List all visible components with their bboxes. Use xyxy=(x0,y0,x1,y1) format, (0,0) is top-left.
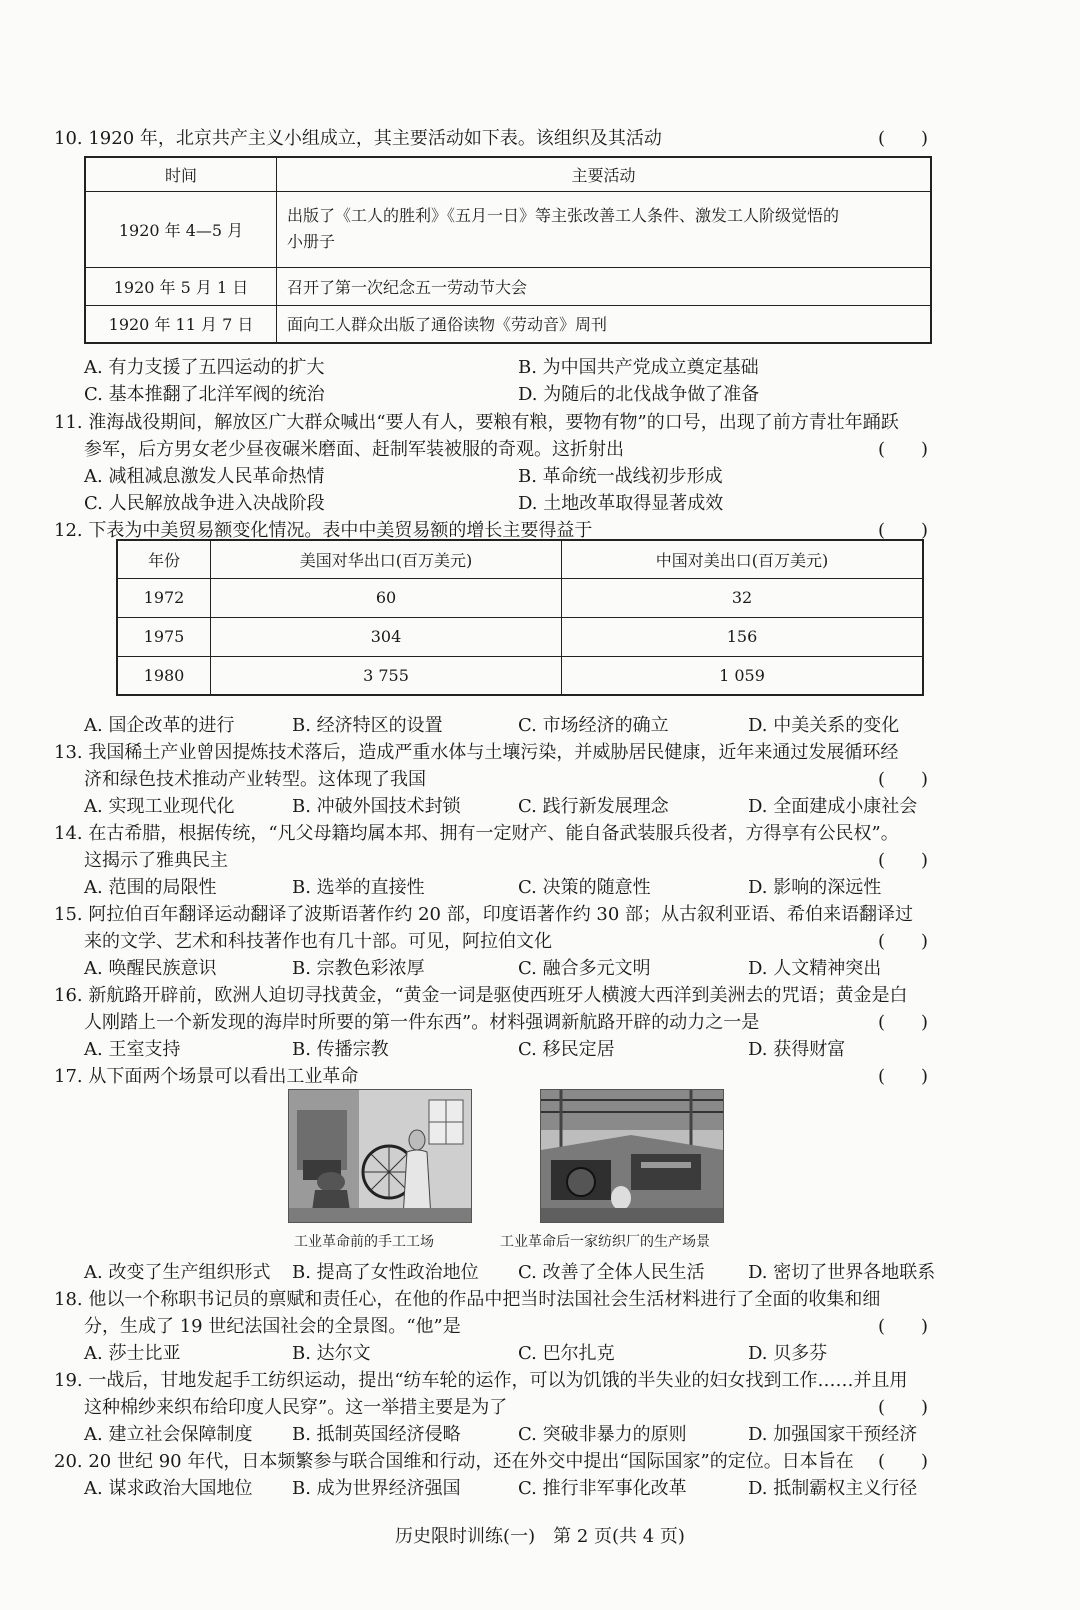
q14-stem-line2: 这揭示了雅典民主 xyxy=(84,850,228,871)
q10-header-time: 时间 xyxy=(85,157,277,191)
q10-stem: 10. 1920 年，北京共产主义小组成立，其主要活动如下表。该组织及其活动 xyxy=(54,128,662,149)
q12-cell-cn: 1 059 xyxy=(562,656,924,695)
q19-stem-line1: 19. 一战后，甘地发起手工纺织运动，提出“纺车轮的运作，可以为饥饿的半失业的妇女找到工作……并且用 xyxy=(54,1370,908,1391)
q12-option-d: D. 中美关系的变化 xyxy=(748,715,900,736)
q13-option-b: B. 冲破外国技术封锁 xyxy=(292,796,461,817)
textile-factory-scene-image xyxy=(541,1090,723,1222)
q11-option-c: C. 人民解放战争进入决战阶段 xyxy=(84,493,325,514)
q15-option-c: C. 融合多元文明 xyxy=(518,958,651,979)
q12-cell-us: 304 xyxy=(211,617,562,656)
q10-row1-time: 1920 年 4—5 月 xyxy=(85,191,277,267)
q16-answer-blank: ( ) xyxy=(877,1012,928,1033)
q17-caption-left: 工业革命前的手工工场 xyxy=(294,1234,434,1250)
q11-answer-blank: ( ) xyxy=(877,439,928,460)
q12-answer-blank: ( ) xyxy=(877,520,928,541)
q14-answer-blank: ( ) xyxy=(877,850,928,871)
q18-stem-line1: 18. 他以一个称职书记员的禀赋和责任心，在他的作品中把当时法国社会生活材料进行了全面的收集和细 xyxy=(54,1289,881,1310)
q20-option-c: C. 推行非军事化改革 xyxy=(518,1478,687,1499)
q16-stem-line2: 人刚踏上一个新发现的海岸时所要的第一件东西”。材料强调新航路开辟的动力之一是 xyxy=(84,1012,760,1033)
q16-option-a: A. 王室支持 xyxy=(84,1039,181,1060)
factory-illustration xyxy=(540,1089,724,1223)
q16-option-b: B. 传播宗教 xyxy=(292,1039,389,1060)
q12-cell-cn: 156 xyxy=(562,617,924,656)
q12-cell-us: 3 755 xyxy=(211,656,562,695)
q10-option-c: C. 基本推翻了北洋军阀的统治 xyxy=(84,384,325,405)
q18-option-a: A. 莎士比亚 xyxy=(84,1343,181,1364)
q14-option-a: A. 范围的局限性 xyxy=(84,877,217,898)
q17-caption-right: 工业革命后一家纺织厂的生产场景 xyxy=(500,1234,710,1250)
q20-option-d: D. 抵制霸权主义行径 xyxy=(748,1478,918,1499)
q14-stem-line1: 14. 在古希腊，根据传统，“凡父母籍均属本邦、拥有一定财产、能自备武装服兵役者，方得享有公民权”。 xyxy=(54,823,899,844)
q13-answer-blank: ( ) xyxy=(877,769,928,790)
q10-table xyxy=(84,156,932,344)
q20-option-a: A. 谋求政治大国地位 xyxy=(84,1478,253,1499)
q11-stem-line2: 参军，后方男女老少昼夜碾米磨面、赶制军装被服的奇观。这折射出 xyxy=(84,439,624,460)
q13-stem-line2: 济和绿色技术推动产业转型。这体现了我国 xyxy=(84,769,426,790)
q10-row1-activity-line1: 出版了《工人的胜利》《五月一日》等主张改善工人条件、激发工人阶级觉悟的 xyxy=(287,206,840,225)
q10-option-d: D. 为随后的北伐战争做了准备 xyxy=(518,384,760,405)
q12-cell-cn: 32 xyxy=(562,578,924,617)
q11-option-a: A. 减租减息激发人民革命热情 xyxy=(84,466,325,487)
q18-option-c: C. 巴尔扎克 xyxy=(518,1343,615,1364)
q12-cell-year: 1975 xyxy=(117,617,211,656)
workshop-illustration xyxy=(288,1089,472,1223)
spinning-wheel-scene-image xyxy=(289,1090,471,1222)
q17-stem: 17. 从下面两个场景可以看出工业革命 xyxy=(54,1066,359,1087)
q12-stem: 12. 下表为中美贸易额变化情况。表中中美贸易额的增长主要得益于 xyxy=(54,520,593,541)
q19-option-a: A. 建立社会保障制度 xyxy=(84,1424,253,1445)
q20-stem: 20. 20 世纪 90 年代，日本频繁参与联合国维和行动，还在外交中提出“国际国家”的定位。日本旨在 xyxy=(54,1451,854,1472)
q16-stem-line1: 16. 新航路开辟前，欧洲人迫切寻找黄金，“黄金一词是驱使西班牙人横渡大西洋到美洲去的咒语；黄金是白 xyxy=(54,985,908,1006)
q12-option-a: A. 国企改革的进行 xyxy=(84,715,235,736)
q12-header-us-export: 美国对华出口(百万美元) xyxy=(211,540,562,578)
q11-stem-line1: 11. 淮海战役期间，解放区广大群众喊出“要人有人，要粮有粮，要物有物”的口号，出现了前方青壮年踊跃 xyxy=(54,412,899,433)
q12-cell-us: 60 xyxy=(211,578,562,617)
q10-row2-activity: 召开了第一次纪念五一劳动节大会 xyxy=(277,267,932,305)
q19-stem-line2: 这种棉纱来织布给印度人民穿”。这一举措主要是为了 xyxy=(84,1397,508,1418)
q19-option-c: C. 突破非暴力的原则 xyxy=(518,1424,687,1445)
q12-cell-year: 1972 xyxy=(117,578,211,617)
q14-option-c: C. 决策的随意性 xyxy=(518,877,651,898)
q20-answer-blank: ( ) xyxy=(877,1451,928,1472)
q12-table xyxy=(116,539,924,696)
q19-answer-blank: ( ) xyxy=(877,1397,928,1418)
q14-option-b: B. 选举的直接性 xyxy=(292,877,425,898)
q13-option-d: D. 全面建成小康社会 xyxy=(748,796,918,817)
q13-option-c: C. 践行新发展理念 xyxy=(518,796,669,817)
q18-option-d: D. 贝多芬 xyxy=(748,1343,828,1364)
q10-answer-blank: ( ) xyxy=(877,128,928,149)
q12-header-cn-export: 中国对美出口(百万美元) xyxy=(562,540,924,578)
q11-option-b: B. 革命统一战线初步形成 xyxy=(518,466,723,487)
q14-option-d: D. 影响的深远性 xyxy=(748,877,882,898)
q19-option-d: D. 加强国家干预经济 xyxy=(748,1424,918,1445)
q16-option-c: C. 移民定居 xyxy=(518,1039,615,1060)
q17-answer-blank: ( ) xyxy=(877,1066,928,1087)
q17-option-a: A. 改变了生产组织形式 xyxy=(84,1262,271,1283)
q10-row2-time: 1920 年 5 月 1 日 xyxy=(85,267,277,305)
q10-option-a: A. 有力支援了五四运动的扩大 xyxy=(84,357,325,378)
q10-row1-activity xyxy=(277,191,932,267)
q15-answer-blank: ( ) xyxy=(877,931,928,952)
q17-option-c: C. 改善了全体人民生活 xyxy=(518,1262,705,1283)
q18-answer-blank: ( ) xyxy=(877,1316,928,1337)
q15-stem-line2: 来的文学、艺术和科技著作也有几十部。可见，阿拉伯文化 xyxy=(84,931,552,952)
q12-option-b: B. 经济特区的设置 xyxy=(292,715,443,736)
q12-header-year: 年份 xyxy=(117,540,211,578)
q16-option-d: D. 获得财富 xyxy=(748,1039,846,1060)
q18-option-b: B. 达尔文 xyxy=(292,1343,371,1364)
q12-cell-year: 1980 xyxy=(117,656,211,695)
q19-option-b: B. 抵制英国经济侵略 xyxy=(292,1424,461,1445)
q12-option-c: C. 市场经济的确立 xyxy=(518,715,669,736)
q15-option-d: D. 人文精神突出 xyxy=(748,958,882,979)
q13-stem-line1: 13. 我国稀土产业曾因提炼技术落后，造成严重水体与土壤污染，并威胁居民健康，近年来通过发展循环经 xyxy=(54,742,899,763)
q10-row3-activity: 面向工人群众出版了通俗读物《劳动音》周刊 xyxy=(277,305,932,343)
q18-stem-line2: 分，生成了 19 世纪法国社会的全景图。“他”是 xyxy=(84,1316,461,1337)
q15-option-b: B. 宗教色彩浓厚 xyxy=(292,958,425,979)
q10-header-activity: 主要活动 xyxy=(277,157,932,191)
q13-option-a: A. 实现工业现代化 xyxy=(84,796,235,817)
q15-stem-line1: 15. 阿拉伯百年翻译运动翻译了波斯语著作约 20 部，印度语著作约 30 部；从古叙利亚语、希伯来语翻译过 xyxy=(54,904,914,925)
q17-option-b: B. 提高了女性政治地位 xyxy=(292,1262,479,1283)
q10-row1-activity-line2: 小册子 xyxy=(287,232,336,251)
page-footer: 历史限时训练(一) 第 2 页(共 4 页) xyxy=(395,1526,685,1547)
q17-option-d: D. 密切了世界各地联系 xyxy=(748,1262,936,1283)
q11-option-d: D. 土地改革取得显著成效 xyxy=(518,493,724,514)
q15-option-a: A. 唤醒民族意识 xyxy=(84,958,217,979)
q20-option-b: B. 成为世界经济强国 xyxy=(292,1478,461,1499)
q10-row3-time: 1920 年 11 月 7 日 xyxy=(85,305,277,343)
q10-option-b: B. 为中国共产党成立奠定基础 xyxy=(518,357,759,378)
